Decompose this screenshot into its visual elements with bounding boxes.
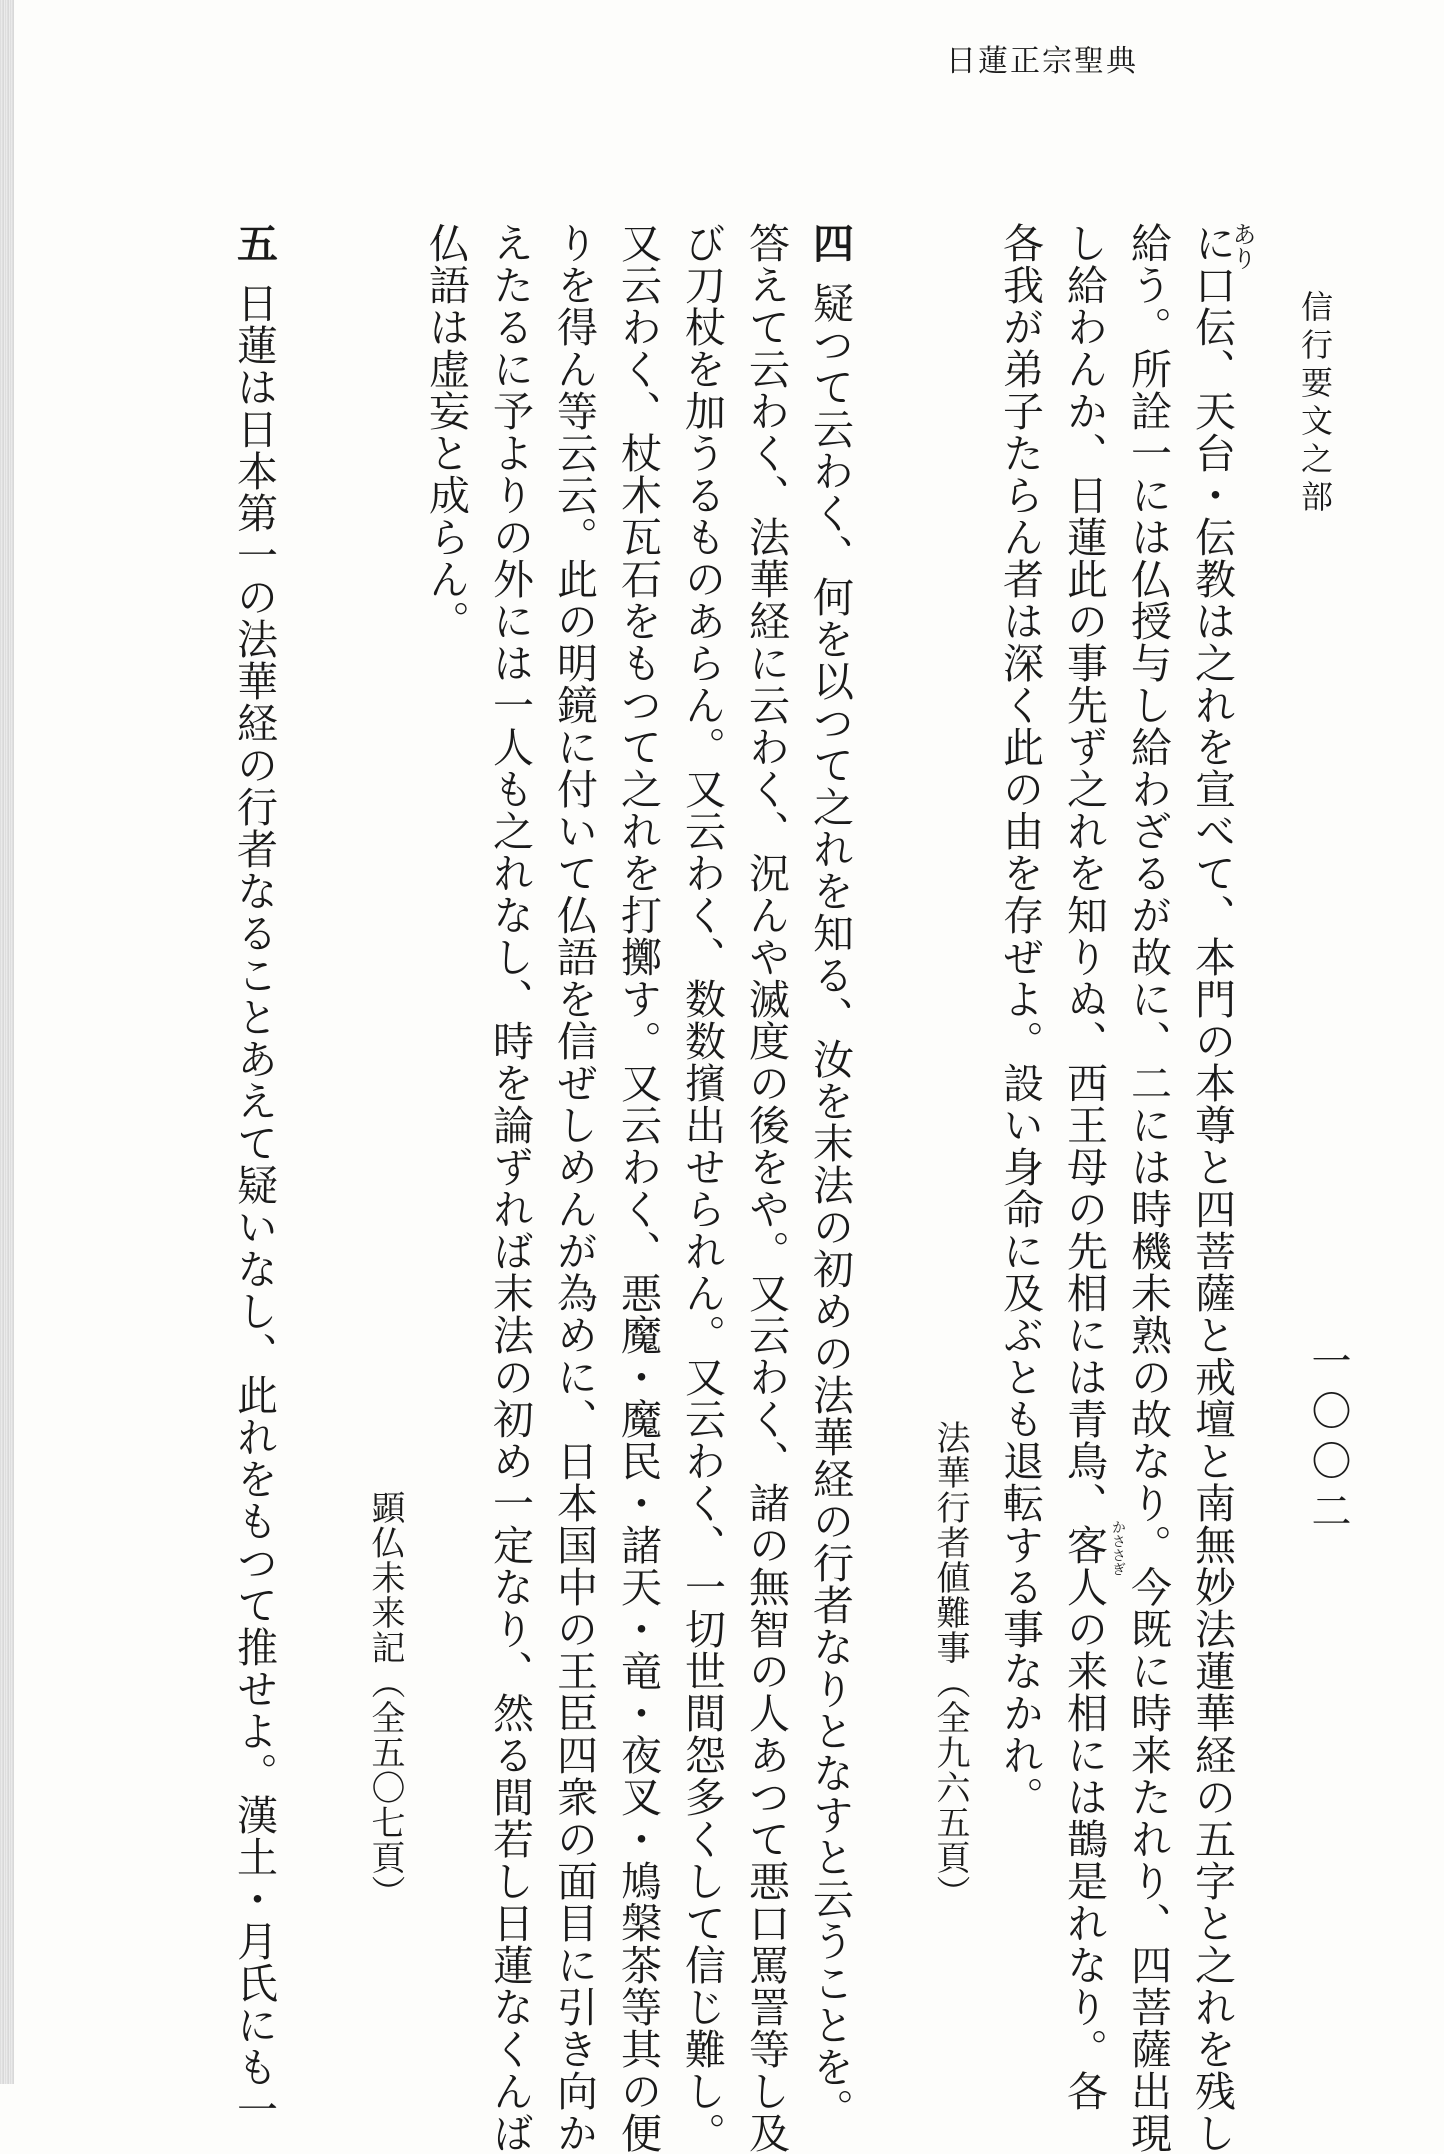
ruby-annotation: かささぎ bbox=[1110, 1520, 1126, 1576]
page-binding-edge bbox=[0, 0, 14, 2084]
source-citation: 法華行者値難事（全九六五頁） bbox=[930, 1420, 970, 1910]
book-title: 日蓮正宗聖典 bbox=[946, 44, 1138, 79]
text-line: えたるに予よりの外には一人も之れなし、時を論ずれば末法の初め一定なり、然る間若し日蓮なくんば bbox=[486, 222, 534, 2154]
source-citation: 顕仏未来記（全五〇七頁） bbox=[365, 1490, 405, 1910]
text-line: 給う。所詮一には仏授与し給わざるが故に、二には時機未熟の故なり。今既に時来たれり、四菩薩出現 bbox=[1124, 222, 1172, 2154]
text-line: 又云わく、杖木瓦石をもつて之れを打擲す。又云わく、悪魔・魔民・諸天・竜・夜叉・鳩槃茶等其の便 bbox=[614, 222, 662, 2154]
text-line: 仏語は虚妄と成らん。 bbox=[422, 222, 470, 642]
text-line: に口伝、天台・伝教は之れを宣べて、本門の本尊と四菩薩と戒壇と南無妙法蓮華経の五字と之れを残し bbox=[1188, 222, 1236, 2154]
text-line: 日蓮は日本第一の法華経の行者なることあえて疑いなし、此れをもつて推せよ。漢土・月氏にも一 bbox=[230, 282, 278, 2130]
passage-number: 五 bbox=[230, 222, 278, 264]
text-line: 各我が弟子たらん者は深く此の由を存ぜよ。設い身命に及ぶとも退転する事なかれ。 bbox=[996, 222, 1044, 1818]
text-line: 疑つて云わく、何を以つて之れを知る、汝を末法の初めの法華経の行者なりとなすと云うことを。 bbox=[806, 282, 854, 2130]
text-line: 答えて云わく、法華経に云わく、況んや滅度の後をや。又云わく、諸の無智の人あつて悪口罵詈等し及 bbox=[742, 222, 790, 2154]
text-line: し給わんか、日蓮此の事先ず之れを知りぬ、西王母の先相には青鳥、客人の来相には鵲是れなり。各 bbox=[1060, 222, 1108, 2112]
text-line: りを得ん等云云。此の明鏡に付いて仏語を信ぜしめんが為めに、日本国中の王臣四衆の面目に引き向か bbox=[550, 222, 598, 2154]
page-number: 一〇〇二 bbox=[1305, 1340, 1351, 1540]
passage-number: 四 bbox=[806, 222, 854, 264]
section-title: 信行要文之部 bbox=[1296, 290, 1334, 518]
line-annotation: あり bbox=[1228, 222, 1256, 270]
text-line: び刀杖を加うるものあらん。又云わく、数数擯出せられん。又云わく、一切世間怨多くして信じ難し。 bbox=[678, 222, 726, 2154]
